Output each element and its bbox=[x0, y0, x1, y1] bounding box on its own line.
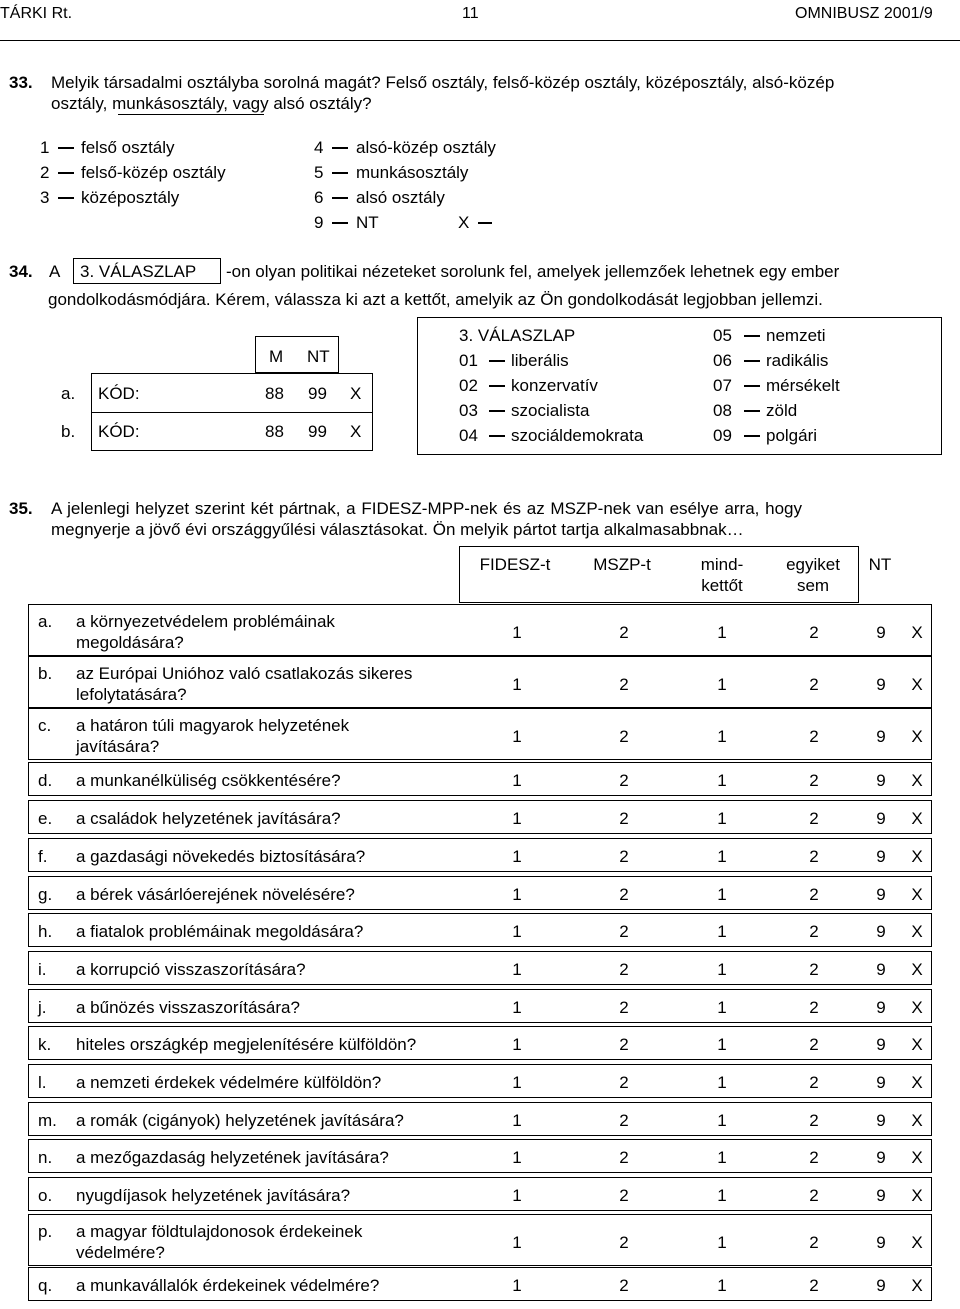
card-code: 07 bbox=[713, 376, 732, 395]
answer-code: 9 bbox=[876, 885, 886, 904]
table-row bbox=[28, 1102, 932, 1136]
card-dash bbox=[744, 410, 760, 412]
answer-code: 1 bbox=[512, 885, 522, 904]
column-header-line1: MSZP-t bbox=[593, 555, 651, 574]
answer-code: 9 bbox=[876, 623, 886, 642]
table-row bbox=[28, 1267, 932, 1301]
row-letter: b. bbox=[61, 422, 76, 441]
item-question bbox=[76, 1275, 379, 1296]
answer-code: 9 bbox=[876, 727, 886, 746]
answer-code: 1 bbox=[512, 1186, 522, 1205]
answer-code: X bbox=[911, 922, 923, 941]
answer-code: 9 bbox=[876, 1035, 886, 1054]
q34-grid-divider bbox=[92, 412, 372, 413]
answer-code: 9 bbox=[876, 1233, 886, 1252]
answer-code: X bbox=[911, 998, 923, 1017]
answer-code: 2 bbox=[619, 771, 629, 790]
q35-text-line1: A jelenlegi helyzet szerint két pártnak, a FIDESZ-MPP-nek és az MSZP-nek van esélye arra, hogy bbox=[51, 499, 802, 518]
card-label: liberális bbox=[511, 351, 569, 370]
item-question-line1: a magyar földtulajdonosok érdekeinek bbox=[76, 1222, 363, 1241]
table-row bbox=[28, 656, 932, 708]
item-letter: e. bbox=[38, 809, 53, 828]
column-header-line1: mind- bbox=[700, 555, 744, 574]
item-letter: m. bbox=[38, 1111, 57, 1130]
option-dash bbox=[58, 147, 74, 149]
card-label: mérsékelt bbox=[766, 376, 840, 395]
header-right: OMNIBUSZ 2001/9 bbox=[795, 5, 933, 22]
item-question-line1: a munkanélküliség csökkentésére? bbox=[76, 771, 341, 790]
answer-code: 1 bbox=[512, 1233, 522, 1252]
table-row bbox=[28, 989, 932, 1023]
answer-code: X bbox=[911, 847, 923, 866]
answer-code: 1 bbox=[512, 727, 522, 746]
item-letter: n. bbox=[38, 1148, 53, 1167]
answer-code: X bbox=[911, 960, 923, 979]
answer-code: 2 bbox=[809, 809, 819, 828]
row-letter: a. bbox=[61, 384, 76, 403]
answer-code: 2 bbox=[619, 1148, 629, 1167]
answer-code: 9 bbox=[876, 998, 886, 1017]
table-row bbox=[28, 762, 932, 796]
option-label: felső-közép osztály bbox=[81, 163, 226, 182]
q33-text-line1: Melyik társadalmi osztályba sorolná magát? Felső osztály, felső-közép osztály, középosztály, alsó-közép bbox=[51, 73, 835, 92]
q34-card-reference-box bbox=[73, 258, 221, 284]
answer-code: 2 bbox=[809, 675, 819, 694]
answer-code: 9 bbox=[876, 1148, 886, 1167]
code-m: 88 bbox=[265, 384, 284, 403]
option-code: 2 bbox=[40, 163, 50, 182]
item-question-line1: hiteles országkép megjelenítésére külföldön? bbox=[76, 1035, 417, 1054]
answer-code: 2 bbox=[809, 623, 819, 642]
answer-code: 1 bbox=[717, 727, 727, 746]
answer-code: X bbox=[911, 1073, 923, 1092]
q33-x-code: X bbox=[458, 213, 470, 232]
item-letter: h. bbox=[38, 922, 53, 941]
column-header bbox=[820, 554, 940, 575]
answer-code: 2 bbox=[619, 885, 629, 904]
q34-card-reference: 3. VÁLASZLAP bbox=[80, 262, 197, 281]
item-question bbox=[76, 997, 300, 1018]
item-question bbox=[76, 846, 365, 867]
item-question-line1: a mezőgazdaság helyzetének javítására? bbox=[76, 1148, 389, 1167]
item-question bbox=[76, 884, 355, 905]
card-dash bbox=[489, 360, 505, 362]
item-question bbox=[76, 959, 306, 980]
answer-code: 2 bbox=[619, 960, 629, 979]
answer-code: 1 bbox=[717, 1233, 727, 1252]
item-question-line2: lefolytatására? bbox=[76, 685, 187, 704]
card-label: szociáldemokrata bbox=[511, 426, 644, 445]
item-letter: c. bbox=[38, 716, 52, 735]
table-row bbox=[28, 1214, 932, 1266]
answer-code: 2 bbox=[809, 1186, 819, 1205]
table-row bbox=[28, 800, 932, 834]
answer-code: 2 bbox=[619, 1035, 629, 1054]
answer-code: 2 bbox=[619, 623, 629, 642]
table-row bbox=[28, 1177, 932, 1211]
answer-code: 9 bbox=[876, 675, 886, 694]
option-code: 1 bbox=[40, 138, 50, 157]
code-x: X bbox=[350, 422, 362, 441]
q35-number: 35. bbox=[9, 499, 33, 518]
page-number: 11 bbox=[462, 5, 479, 22]
answer-code: 1 bbox=[717, 922, 727, 941]
answer-code: 1 bbox=[512, 998, 522, 1017]
answer-code: 1 bbox=[717, 960, 727, 979]
item-question bbox=[76, 808, 341, 829]
option-code: 5 bbox=[314, 163, 324, 182]
answer-code: 1 bbox=[512, 1111, 522, 1130]
answer-code: 2 bbox=[809, 1148, 819, 1167]
answer-code: X bbox=[911, 1035, 923, 1054]
response-card-title: 3. VÁLASZLAP bbox=[459, 326, 576, 345]
response-card bbox=[417, 317, 942, 455]
q33-text-line2: osztály, munkásosztály, vagy alsó osztály? bbox=[51, 94, 372, 113]
option-code: 6 bbox=[314, 188, 324, 207]
table-row bbox=[28, 1139, 932, 1173]
answer-code: 1 bbox=[717, 1148, 727, 1167]
answer-code: 2 bbox=[809, 847, 819, 866]
item-question bbox=[76, 1221, 362, 1263]
item-letter: o. bbox=[38, 1186, 53, 1205]
option-code: 4 bbox=[314, 138, 324, 157]
answer-code: 1 bbox=[512, 809, 522, 828]
answer-code: 9 bbox=[876, 1276, 886, 1295]
card-label: nemzeti bbox=[766, 326, 826, 345]
answer-code: 2 bbox=[619, 1111, 629, 1130]
q33-underline bbox=[118, 114, 264, 115]
answer-code: 9 bbox=[876, 922, 886, 941]
answer-code: X bbox=[911, 1148, 923, 1167]
answer-code: X bbox=[911, 675, 923, 694]
card-label: konzervatív bbox=[511, 376, 598, 395]
item-question bbox=[76, 1147, 389, 1168]
answer-code: X bbox=[911, 885, 923, 904]
table-row bbox=[28, 913, 932, 947]
answer-code: X bbox=[911, 1186, 923, 1205]
answer-code: 1 bbox=[717, 1035, 727, 1054]
option-code: 9 bbox=[314, 213, 324, 232]
table-row bbox=[28, 838, 932, 872]
answer-code: 2 bbox=[619, 1276, 629, 1295]
option-label: középosztály bbox=[81, 188, 180, 207]
option-dash bbox=[332, 197, 348, 199]
item-letter: d. bbox=[38, 771, 53, 790]
code-label: KÓD: bbox=[98, 384, 140, 403]
option-label: alsó-közép osztály bbox=[356, 138, 496, 157]
item-letter: a. bbox=[38, 612, 53, 631]
answer-code: 1 bbox=[512, 922, 522, 941]
item-question bbox=[76, 1110, 404, 1131]
q34-col-nt: NT bbox=[307, 347, 330, 366]
q34-text-line2: gondolkodásmódjára. Kérem, válassza ki azt a kettőt, amelyik az Ön gondolkodását legjobban jellemzi. bbox=[48, 290, 823, 309]
answer-code: 1 bbox=[512, 1276, 522, 1295]
item-letter: f. bbox=[38, 847, 48, 866]
item-question-line1: a romák (cigányok) helyzetének javítására? bbox=[76, 1111, 404, 1130]
item-question-line1: a fiatalok problémáinak megoldására? bbox=[76, 922, 364, 941]
answer-code: 9 bbox=[876, 809, 886, 828]
q34-number: 34. bbox=[9, 262, 33, 281]
answer-code: 2 bbox=[809, 1233, 819, 1252]
card-dash bbox=[744, 385, 760, 387]
answer-code: 2 bbox=[619, 847, 629, 866]
table-row bbox=[28, 951, 932, 985]
answer-code: 2 bbox=[809, 885, 819, 904]
answer-code: 9 bbox=[876, 1073, 886, 1092]
item-question-line1: nyugdíjasok helyzetének javítására? bbox=[76, 1186, 351, 1205]
answer-code: 1 bbox=[717, 847, 727, 866]
answer-code: X bbox=[911, 1111, 923, 1130]
option-label: alsó osztály bbox=[356, 188, 445, 207]
answer-code: X bbox=[911, 809, 923, 828]
item-letter: p. bbox=[38, 1222, 53, 1241]
item-question bbox=[76, 663, 412, 705]
answer-code: 1 bbox=[717, 1073, 727, 1092]
answer-code: 2 bbox=[619, 675, 629, 694]
item-question bbox=[76, 1034, 416, 1055]
card-dash bbox=[744, 360, 760, 362]
card-dash bbox=[744, 435, 760, 437]
column-header-line1: FIDESZ-t bbox=[479, 555, 551, 574]
answer-code: 2 bbox=[809, 1276, 819, 1295]
table-row bbox=[28, 708, 932, 760]
item-letter: k. bbox=[38, 1035, 52, 1054]
answer-code: 1 bbox=[717, 623, 727, 642]
item-question-line1: az Európai Unióhoz való csatlakozás sikeres bbox=[76, 664, 413, 683]
option-dash bbox=[332, 147, 348, 149]
answer-code: 2 bbox=[809, 960, 819, 979]
item-question-line1: a korrupció visszaszorítására? bbox=[76, 960, 306, 979]
code-x: X bbox=[350, 384, 362, 403]
card-code: 09 bbox=[713, 426, 732, 445]
item-question-line1: a gazdasági növekedés biztosítására? bbox=[76, 847, 366, 866]
header-left: TÁRKI Rt. bbox=[0, 5, 73, 22]
answer-code: 1 bbox=[512, 771, 522, 790]
card-code: 08 bbox=[713, 401, 732, 420]
answer-code: X bbox=[911, 1276, 923, 1295]
table-row bbox=[28, 604, 932, 656]
answer-code: X bbox=[911, 623, 923, 642]
answer-code: 9 bbox=[876, 1186, 886, 1205]
code-m: 88 bbox=[265, 422, 284, 441]
answer-code: 2 bbox=[809, 1111, 819, 1130]
card-code: 05 bbox=[713, 326, 732, 345]
card-code: 03 bbox=[459, 401, 478, 420]
answer-code: 1 bbox=[512, 1148, 522, 1167]
item-letter: q. bbox=[38, 1276, 53, 1295]
item-letter: b. bbox=[38, 664, 53, 683]
answer-code: 1 bbox=[717, 675, 727, 694]
item-question-line1: a környezetvédelem problémáinak bbox=[76, 612, 335, 631]
answer-code: 1 bbox=[512, 960, 522, 979]
answer-code: 2 bbox=[809, 922, 819, 941]
item-question-line1: a munkavállalók érdekeinek védelmére? bbox=[76, 1276, 380, 1295]
table-row bbox=[28, 1026, 932, 1060]
item-question bbox=[76, 611, 335, 653]
answer-code: X bbox=[911, 771, 923, 790]
answer-code: 2 bbox=[619, 1233, 629, 1252]
card-code: 01 bbox=[459, 351, 478, 370]
column-header-line1: NT bbox=[868, 555, 892, 574]
card-label: radikális bbox=[766, 351, 829, 370]
answer-code: 1 bbox=[717, 1276, 727, 1295]
answer-code: 1 bbox=[512, 623, 522, 642]
option-code: 3 bbox=[40, 188, 50, 207]
option-label: NT bbox=[356, 213, 379, 232]
item-question bbox=[76, 921, 363, 942]
item-letter: j. bbox=[38, 998, 47, 1017]
option-dash bbox=[332, 172, 348, 174]
item-question bbox=[76, 1185, 350, 1206]
item-question-line2: javítására? bbox=[76, 737, 160, 756]
card-label: zöld bbox=[766, 401, 798, 420]
option-label: felső osztály bbox=[81, 138, 175, 157]
item-question-line2: megoldására? bbox=[76, 633, 184, 652]
answer-code: 2 bbox=[809, 727, 819, 746]
answer-code: 2 bbox=[619, 727, 629, 746]
item-question-line1: a bérek vásárlóerejének növelésére? bbox=[76, 885, 355, 904]
item-question-line1: a határon túli magyarok helyzetének bbox=[76, 716, 350, 735]
q34-col-m: M bbox=[269, 347, 284, 366]
item-question bbox=[76, 770, 341, 791]
item-question-line1: a bűnözés visszaszorítására? bbox=[76, 998, 300, 1017]
card-dash bbox=[489, 410, 505, 412]
q33-number: 33. bbox=[9, 73, 33, 92]
item-question bbox=[76, 1072, 381, 1093]
item-letter: g. bbox=[38, 885, 53, 904]
q34-header-box bbox=[255, 336, 339, 373]
answer-code: 1 bbox=[512, 1073, 522, 1092]
table-row bbox=[28, 876, 932, 910]
answer-code: 1 bbox=[512, 675, 522, 694]
table-row bbox=[28, 1064, 932, 1098]
card-label: polgári bbox=[766, 426, 818, 445]
code-nt: 99 bbox=[308, 422, 327, 441]
item-question-line2: védelmére? bbox=[76, 1243, 165, 1262]
answer-code: 2 bbox=[809, 1073, 819, 1092]
option-dash bbox=[332, 222, 348, 224]
answer-code: 9 bbox=[876, 847, 886, 866]
item-question-line1: a családok helyzetének javítására? bbox=[76, 809, 341, 828]
option-dash bbox=[58, 197, 74, 199]
answer-code: 9 bbox=[876, 1111, 886, 1130]
card-code: 06 bbox=[713, 351, 732, 370]
answer-code: 2 bbox=[809, 998, 819, 1017]
answer-code: X bbox=[911, 727, 923, 746]
item-question bbox=[76, 715, 349, 757]
answer-code: 1 bbox=[717, 1111, 727, 1130]
q33-x-dash bbox=[478, 222, 492, 224]
answer-code: 1 bbox=[717, 885, 727, 904]
answer-code: 2 bbox=[809, 771, 819, 790]
answer-code: 2 bbox=[809, 1035, 819, 1054]
answer-code: X bbox=[911, 1233, 923, 1252]
answer-code: 2 bbox=[619, 1073, 629, 1092]
answer-code: 1 bbox=[512, 1035, 522, 1054]
q34-prefix: A bbox=[49, 262, 61, 281]
item-letter: l. bbox=[38, 1073, 47, 1092]
card-dash bbox=[489, 435, 505, 437]
option-label: munkásosztály bbox=[356, 163, 469, 182]
answer-code: 2 bbox=[619, 998, 629, 1017]
answer-code: 9 bbox=[876, 771, 886, 790]
column-header-line1: egyiket bbox=[786, 555, 840, 574]
answer-code: 1 bbox=[717, 1186, 727, 1205]
code-nt: 99 bbox=[308, 384, 327, 403]
item-question-line1: a nemzeti érdekek védelmére külföldön? bbox=[76, 1073, 382, 1092]
header-rule bbox=[0, 40, 960, 41]
answer-code: 2 bbox=[619, 922, 629, 941]
column-header-line2: kettőt bbox=[701, 576, 743, 595]
q34-text-line1: -on olyan politikai nézeteket sorolunk fel, amelyek jellemzőek lehetnek egy ember bbox=[226, 262, 840, 281]
column-header bbox=[455, 554, 575, 575]
card-label: szocialista bbox=[511, 401, 590, 420]
answer-code: 2 bbox=[619, 809, 629, 828]
answer-code: 2 bbox=[619, 1186, 629, 1205]
answer-code: 1 bbox=[717, 771, 727, 790]
card-code: 04 bbox=[459, 426, 478, 445]
option-dash bbox=[58, 172, 74, 174]
answer-code: 1 bbox=[512, 847, 522, 866]
card-dash bbox=[744, 335, 760, 337]
card-dash bbox=[489, 385, 505, 387]
item-letter: i. bbox=[38, 960, 47, 979]
code-label: KÓD: bbox=[98, 422, 140, 441]
q35-text-line2: megnyerje a jövő évi országgyűlési választásokat. Ön melyik pártot tartja alkalmasabbnak… bbox=[51, 520, 744, 539]
answer-code: 1 bbox=[717, 998, 727, 1017]
column-header-line2: sem bbox=[796, 576, 830, 595]
answer-code: 9 bbox=[876, 960, 886, 979]
card-code: 02 bbox=[459, 376, 478, 395]
answer-code: 1 bbox=[717, 809, 727, 828]
